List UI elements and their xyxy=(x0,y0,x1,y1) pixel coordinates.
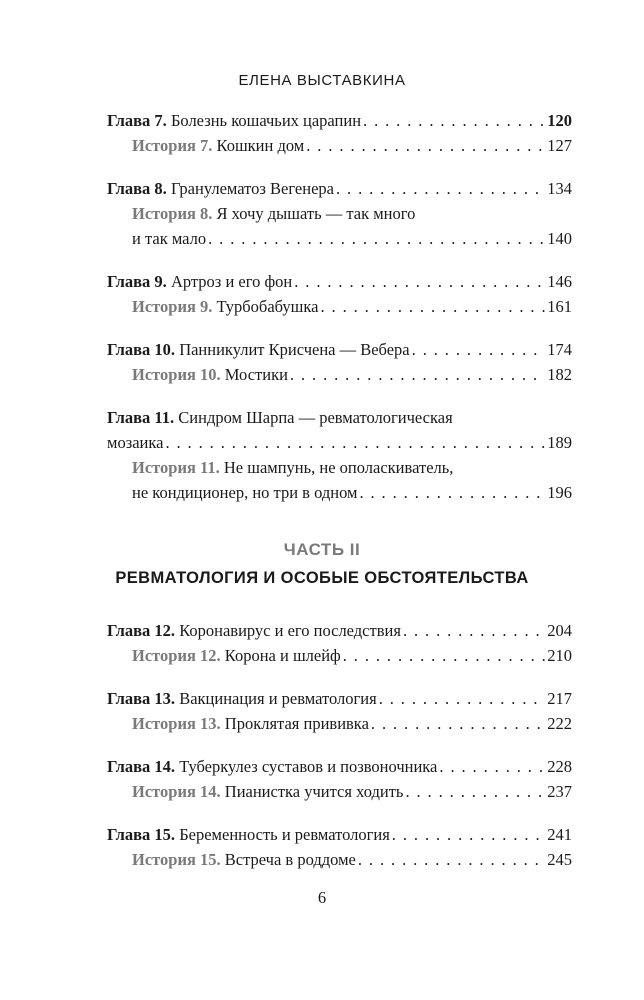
story-page: 182 xyxy=(547,365,572,384)
story-label: История 14. xyxy=(132,782,221,801)
toc-entry-story-15[interactable] xyxy=(107,847,572,872)
leader-dots xyxy=(363,108,545,133)
part-title: РЕВМАТОЛОГИЯ И ОСОБЫЕ ОБСТОЯТЕЛЬСТВА xyxy=(115,569,529,587)
story-title: Мостики xyxy=(224,365,288,384)
toc-entry-story-7[interactable] xyxy=(107,133,572,158)
toc-block-ch14 xyxy=(107,754,572,804)
toc-entry-story-12[interactable] xyxy=(107,643,572,668)
chapter-title: Беременность и ревматология xyxy=(179,825,390,844)
chapter-page: 174 xyxy=(547,340,572,359)
chapter-title: Панникулит Крисчена — Вебера xyxy=(179,340,410,359)
chapter-title: Коронавирус и его последствия xyxy=(179,621,401,640)
running-head: ЕЛЕНА ВЫСТАВКИНА xyxy=(238,72,406,89)
chapter-page: 241 xyxy=(547,825,572,844)
story-label: История 8. xyxy=(132,204,213,223)
story-label: История 10. xyxy=(132,365,221,384)
chapter-page: 120 xyxy=(547,111,572,130)
toc-entry-story-9[interactable] xyxy=(107,294,572,319)
story-page: 222 xyxy=(547,714,572,733)
toc-block-ch10 xyxy=(107,337,572,387)
chapter-label: Глава 14. xyxy=(107,757,176,776)
leader-dots xyxy=(379,686,546,711)
toc-entry-chapter-11[interactable] xyxy=(107,405,572,455)
chapter-page: 204 xyxy=(547,621,572,640)
chapter-label: Глава 15. xyxy=(107,825,176,844)
toc-entry-story-11[interactable] xyxy=(107,455,572,505)
story-page: 245 xyxy=(547,850,572,869)
toc-block-ch11 xyxy=(107,405,572,505)
toc-entry-chapter-10[interactable] xyxy=(107,337,572,362)
toc-block-ch13 xyxy=(107,686,572,736)
chapter-title: Туберкулез суставов и позвоночника xyxy=(179,757,438,776)
leader-dots xyxy=(358,847,545,872)
part-number: ЧАСТЬ II xyxy=(283,540,361,559)
leader-dots xyxy=(294,269,545,294)
story-page: 237 xyxy=(547,782,572,801)
chapter-label: Глава 11. xyxy=(107,408,175,427)
story-title: Я хочу дышать — так много xyxy=(216,204,416,223)
chapter-label: Глава 13. xyxy=(107,689,176,708)
toc-entry-chapter-7[interactable] xyxy=(107,108,572,133)
story-page: 196 xyxy=(547,483,572,502)
toc-entry-story-8[interactable] xyxy=(107,201,572,251)
story-label: История 12. xyxy=(132,646,221,665)
story-title: Кошкин дом xyxy=(216,136,305,155)
chapter-title: Гранулематоз Вегенера xyxy=(170,179,334,198)
leader-dots xyxy=(343,643,546,668)
leader-dots xyxy=(306,133,545,158)
chapter-title: Артроз и его фон xyxy=(170,272,293,291)
toc-block-ch9 xyxy=(107,269,572,319)
story-first-line xyxy=(107,201,572,226)
story-label: История 9. xyxy=(132,297,213,316)
page-number: 6 xyxy=(317,888,327,907)
leader-dots xyxy=(320,294,545,319)
toc-entry-story-13[interactable] xyxy=(107,711,572,736)
story-page: 140 xyxy=(547,229,572,248)
story-title: Корона и шлейф xyxy=(224,646,341,665)
leader-dots xyxy=(371,711,545,736)
chapter-page: 134 xyxy=(547,179,572,198)
leader-dots xyxy=(439,754,545,779)
story-title: Турбобабушка xyxy=(216,297,319,316)
toc-block-ch8 xyxy=(107,176,572,251)
story-page: 127 xyxy=(547,136,572,155)
toc-bottom xyxy=(107,618,572,890)
toc-block-ch7 xyxy=(107,108,572,158)
story-title: Встреча в роддоме xyxy=(224,850,356,869)
story-title-continued: и так мало xyxy=(132,229,207,248)
leader-dots xyxy=(290,362,545,387)
leader-dots xyxy=(392,822,545,847)
chapter-label: Глава 8. xyxy=(107,179,167,198)
story-label: История 13. xyxy=(132,714,221,733)
chapter-page: 189 xyxy=(547,433,572,452)
chapter-title: Вакцинация и ревматология xyxy=(179,689,377,708)
toc-entry-chapter-8[interactable] xyxy=(107,176,572,201)
chapter-page: 146 xyxy=(547,272,572,291)
toc-block-ch15 xyxy=(107,822,572,872)
chapter-first-line xyxy=(107,405,572,430)
toc-block-ch12 xyxy=(107,618,572,668)
leader-dots xyxy=(412,337,546,362)
story-page: 161 xyxy=(547,297,572,316)
chapter-label: Глава 7. xyxy=(107,111,167,130)
chapter-page: 217 xyxy=(547,689,572,708)
leader-dots xyxy=(336,176,545,201)
toc-entry-story-10[interactable] xyxy=(107,362,572,387)
story-label: История 15. xyxy=(132,850,221,869)
leader-dots xyxy=(208,226,545,251)
chapter-title-continued: мозаика xyxy=(107,433,164,452)
chapter-label: Глава 12. xyxy=(107,621,176,640)
toc-entry-chapter-12[interactable] xyxy=(107,618,572,643)
story-label: История 7. xyxy=(132,136,213,155)
leader-dots xyxy=(405,779,545,804)
story-label: История 11. xyxy=(132,458,220,477)
chapter-label: Глава 9. xyxy=(107,272,167,291)
leader-dots xyxy=(403,618,545,643)
leader-dots xyxy=(165,430,545,455)
story-title: Проклятая прививка xyxy=(224,714,369,733)
chapter-title: Синдром Шарпа — ревматологическая xyxy=(178,408,453,427)
story-first-line xyxy=(107,455,572,480)
toc-entry-chapter-15[interactable] xyxy=(107,822,572,847)
story-title-continued: не кондиционер, но три в одном xyxy=(132,483,358,502)
toc-entry-chapter-13[interactable] xyxy=(107,686,572,711)
story-page: 210 xyxy=(547,646,572,665)
story-title: Не шампунь, не ополаскиватель, xyxy=(223,458,454,477)
chapter-label: Глава 10. xyxy=(107,340,176,359)
toc-entry-chapter-9[interactable] xyxy=(107,269,572,294)
leader-dots xyxy=(359,480,545,505)
toc-top xyxy=(107,108,572,523)
chapter-page: 228 xyxy=(547,757,572,776)
chapter-title: Болезнь кошачьих царапин xyxy=(170,111,362,130)
story-title: Пианистка учится ходить xyxy=(224,782,404,801)
toc-entry-story-14[interactable] xyxy=(107,779,572,804)
toc-entry-chapter-14[interactable] xyxy=(107,754,572,779)
